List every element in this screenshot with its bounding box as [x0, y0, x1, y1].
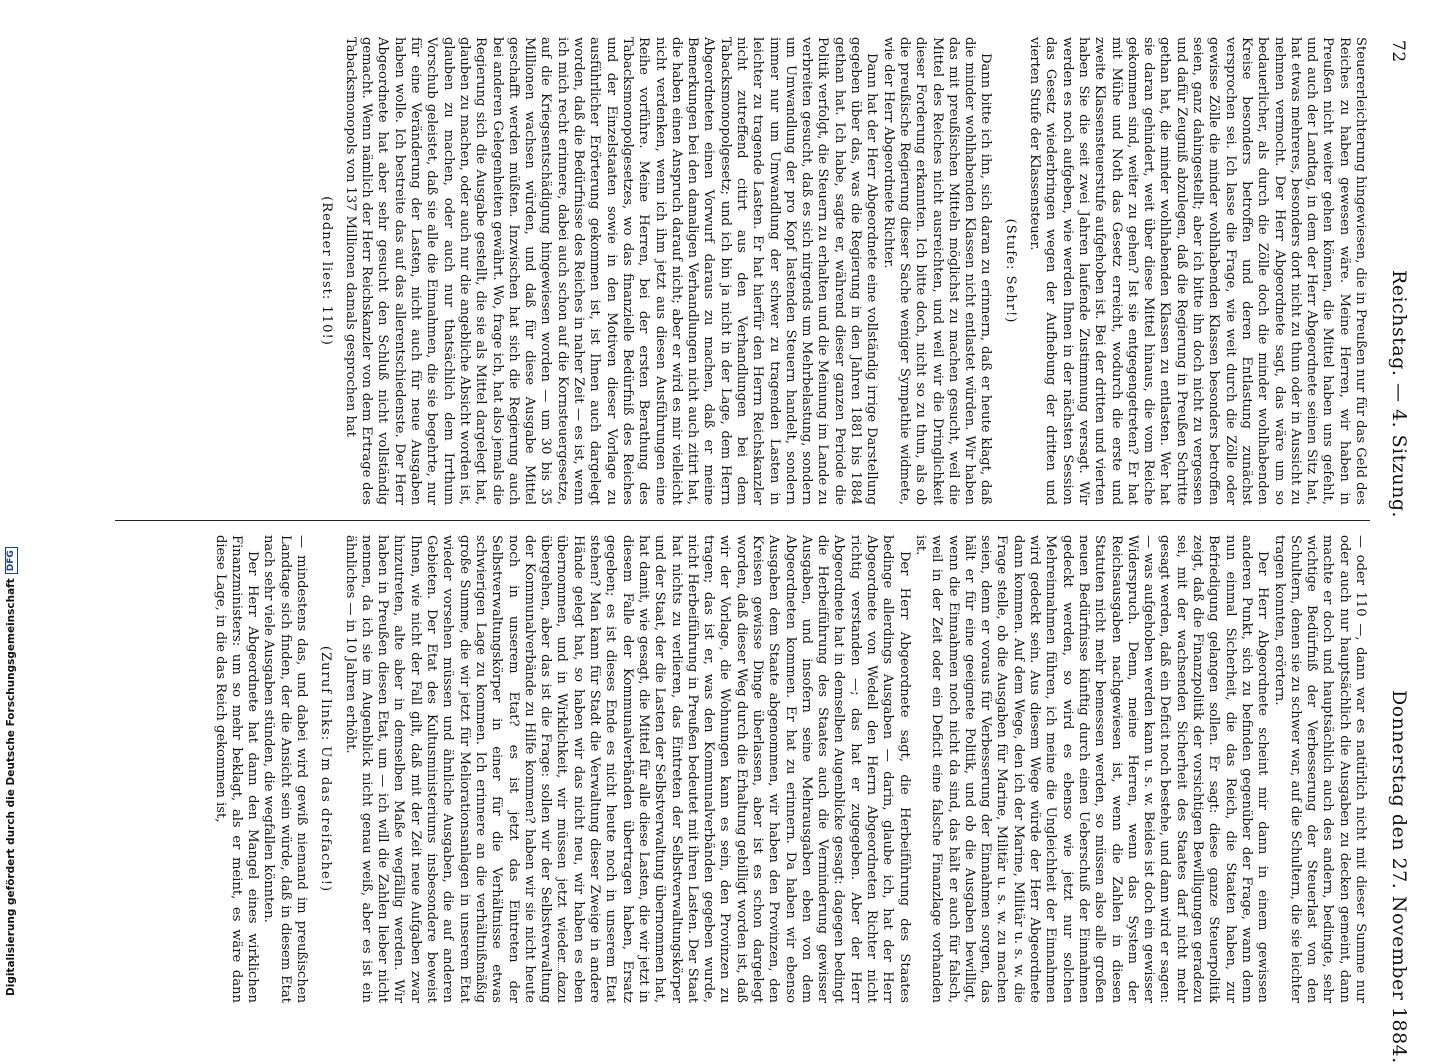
right-text-column	[118, 535, 1368, 1003]
paragraph: Der Herr Abgeordnete hat dann den Mangel eines wirklichen Finanzministers: um so mehr beklagt, als er meint, es wäre dann diese Lage, in die das Reich gekommen ist,	[212, 535, 261, 1003]
interjection: (Redner liest: 110!)	[318, 196, 334, 346]
running-head-title: Reichstag. — 4. Sitzung.	[1388, 270, 1410, 519]
scan-artifact	[558, 960, 569, 1000]
digitization-credit	[2, 550, 20, 996]
paragraph: Der Herr Abgeordnete sagt, die Herbeiführung des Staates bedinge allerdings Ausgaben — darin, glaube ich, hat der Herr Abgeordnete von Wedell den Herrn Abgeordneten Richter nicht richtig verstanden —; das hat er zugegeben. Aber der Herr Abgeordnete hat in demselben Augenblicke gesagt: dagegen bedingt die Herbeiführung des Staates auch die Verminderung gewisser Ausgaben, und insofern seine Mehrausgaben eben von dem Abgeordneten kommen. Er hat zu erinnern. Da haben wir ebenso Ausgaben dem Staate abgenommen, wir haben den Provinzen, den Kreisen gewisse Dinge überlassen, aber ist es schon dargelegt worden, daß dieser Weg durch die Erhaltung gebilligt worden ist, daß wir der Vorlage, die Wohnungen kann es sein, den Provinzen zu tragen; das ist er, was den Kommunalverbänden gegeben wurde, nicht Herbeiführung in Preußen bedeutet mit ihren Lasten. Der Staat hat nichts zu verlieren, das Eintreten der Selbstverwaltungskörper und der Staat, der die Lasten der Selbstverwaltung übernommen hat, hat damit, wie gesagt, die Mittel für alle diese Lasten, die wir jetzt in diesem Falle der Kommunalverbänden übertragen haben, Ersatz gegeben; es ist dieses Ende es nicht heute noch in unserem Etat stehen? Man kann für Stadt die Verwaltung dieser Zweige in andere Hände gelegt hat, so haben wir das nicht neu, wir haben es eben übernommen, und in Wirklichkeit, wir müssen jetzt wieder dazu übergehen, aber das ist die Frage: sollen wir der Selbstverwaltung der Kommunalverbände zu Hilfe kommen? haben wir sie nicht heute noch in unserem Etat? es ist jetzt das Eintreten der Selbstverwaltungskörper in einer für die Verhältnisse etwas schwierigen Lage zu kommen. Ich erinnere an die verhältnißmäßig große Summe, die wir jetzt für Meliorationsanlagen in unserem Etat wieder vorsehen müssen und ähnliche Ausgaben, die auf anderen Gebieten. Der Etat des Kultusministeriums insbesondere beweist Ihnen, wie nicht der Fall gilt, daß mit der Zeit neue Aufgaben zwar hinzutreten, alte aber in demselben Maße wegfällig werden. Wir haben in Preußen diesen Etat, um — ich will die Zahlen lieber nicht nennen, da ich sie im Augenblick nicht genau weiß, aber es ist ein ähnliches — in 10 Jahren erhöht.	[342, 535, 912, 1003]
running-head-date: Donnerstag den 27. November 1884.	[1388, 690, 1410, 1064]
page-number: 72	[1388, 40, 1408, 63]
paragraph: Dann hat der Herr Abgeordnete eine vollständig irrige Darstellung gegeben über das, was die Regierung in den Jahren 1881 bis 1884 gethan hat. Ich habe, sagte er, während dieser ganzen Periode die Politik verfolgt, die Steuern zu erhalten und die Meinung im Lande zu verbreiten gesucht, daß es sich nirgends um Mehrbelastung, sondern um Umwandlung der pro Kopf lastenden Steuern handelt, sondern immer nur um Umwandlung der schwer zu tragenden Lasten in leichter zu tragende Lasten. Er hat hierfür den Herrn Reichskanzler nicht zutreffend citirt aus den Verhandlungen bei dem Tabacksmonopolgesetz; und ich bin ja nicht in der Lage, dem Herrn Abgeordneten einen Vorwurf daraus zu machen, daß er meine Bemerkungen bei den damaligen Verhandlungen nicht auch zitirt hat, die haben einen Anspruch darauf nicht; aber er wird es mir vielleicht nicht verdenken, wenn ich ihm jetzt aus diesen Ausführungen eine Reihe vorführe. Meine Herren, bei der ersten Berathung des Tabacksmonopolgesetzes, wo das finanzielle Bedürfniß des Reiches und der Einzelstaaten sowie in den Motiven dieser Vorlage zu ausführlicher Erörterung gekommen ist, ist Ihnen auch dargelegt worden, daß die Bedürfnisse des Reiches in naher Zeit — es ist, wenn ich mich recht erinnere, dabei auch schon auf die Kornsteuergesetze, auf die Kriegsentschädigung hingewiesen worden — um 30 bis 35 Millionen wachsen würden, und daß für diese Ausgabe Mittel geschafft werden müßten. Inzwischen hat sich die Regierung auch bei anderen Gelegenheiten gewährt. Wo, frage ich, hat also jemals die Regierung sich die Ausgabe gestellt, die sie als Mittel dargelegt hat, glauben zu machen, oder auch nur die angebliche Absicht worden ist, glauben zu machen, oder auch nur thatsächlich dem Irrthum Vorschub geleistet, daß sie alle die Einnahmen, die sie begehrte, nur für eine Veränderung der Lasten, nicht auch für neue Ausgaben haben wolle. Ich bestreite das auf das allerentschiedenste. Der Herr Abgeordnete hat aber sehr gesucht den Schluß nicht vollständig gemacht. Wenn nämlich der Herr Reichskanzler von dem Ertrage des Tabacksmonopols von 137 Millionen damals gesprochen hat	[342, 37, 880, 505]
paragraph: Steuererleichterung hingewiesen, die in Preußen nur für das Geld des Reiches zu haben gewesen wäre. Meine Herren, wir haben in Preußen nicht weiter gehen können, die Mittel haben uns gefehlt, und auch der Landtag, in dem der Herr Abgeordnete seinen Sitz hat, hat etwas mehreres, besonders dort nicht zu thun oder in Aussicht zu nehmen vermocht. Der Herr Abgeordnete sagt, das wäre um so bedauerlicher, als durch die Zölle doch die minder wohlhabenden Kreise besonders betroffen und deren Entlastung zunächst versprochen sei. Ich lasse die Frage, wie weit durch die Zölle oder gewisse Zölle die minder wohlhabenden Klassen besonders betroffen seien, ganz dahingestellt; aber ich bitte ihn doch nicht zu vergessen und dafür Zeugniß abzulegen, daß die Regierung in Preußen Schritte gethan hat, die minder wohlhabenden Klassen zu entlasten. Wer hat sie daran gehindert, weit über diese Mittel hinaus, die vom Reiche gekommen sind, weiter zu gehen? Ist sie entgegengetreten? Er hat mit Mühe und Noth das Gesetz erreicht, wodurch die erste und zweite Klassensteuerstufe aufgehoben ist. Bei der dritten und vierten haben Sie die seit zwei Jahren laufende Zustimmung versagt. Wir werden es noch aufgeben, wie werden Ihnen in der nächsten Session das Gesetz wiederbringen wegen der Aufhebung der dritten und vierten Stufe der Klassensteuer.	[1027, 37, 1368, 505]
running-head	[1382, 40, 1414, 1064]
credit-text-rotated	[2, 550, 20, 996]
paragraph: Der Herr Abgeordnete scheint mir dann in einem gewissen anderen Punkt, sich zu befinden gegenüber der Frage, wann denn nun einmal Sicherheit, die das Reich, die Staaten haben, zur Befriedigung gelangen sollen. Er sagt: diese ganze Steuerpolitik zeigt, daß die Finanzpolitik der vorsichtigen Bewilligungen geradezu sei, mit der wachsenden Sicherheit des Staates darf nicht mehr gesagt werden, daß ein Deficit noch bestehe, und dann wird er sagen: — was aufgehoben werden kann u. s. w. Beides ist doch ein gewisser Widerspruch. Denn, meine Herren, wenn das System der Reichsausgaben nachgewiesen ist, wenn die Zahlen in diesen Statuten nicht mehr bemessen werden, so müssen also alle großen neuen Bedürfnisse künftig durch einen Ueberschuß der Einnahmen gedeckt werden, so wird es ebenso wie jetzt nur solchen Mehreinnahmen führen, ich meine die Ungleichheit der Einnahmen wird gedeckt sein. Aus diesem Wege würde der Herr Abgeordnete dann kommen. Auf dem Wege, den ich der Marine, Militär u. s. w. die Frage stelle, ob die Ausgaben für Marine, Militär u. s. w. zu machen seien, denn er voraus für Verbesserung der Einnahmen sorgen, das hält er für eine geeignete Politik, und ob die Ausgaben bewilligt, wenn die Einnahmen noch nicht da sind, das hält er auch für falsch, weil in der Zeit oder ein Deficit eine falsche Finanzlage vorhanden ist.	[912, 535, 1271, 1003]
interjection: (Stufe: Sehr!)	[1002, 218, 1018, 324]
interjection: (Zuruf links: Um das dreifache!)	[318, 645, 334, 893]
paragraph: Dann bitte ich ihn, sich daran zu erinnern, daß er heute klagt, daß die minder wohlhabenden Klassen nicht entlastet würden. Wir haben das mit preußischen Mitteln möglichst zu machen gesucht, weil die Mittel des Reiches nicht ausreichten, und weil wir die Dringlichkeit dieser Forderung erkannten. Ich bitte doch, nicht so zu thun, als ob die preußische Regierung dieser Sache weniger Sympathie widmete, wie der Herr Abgeordnete Richter.	[880, 37, 994, 505]
column-divider	[115, 520, 1370, 521]
left-text-column	[108, 37, 1368, 505]
paragraph: — oder 110 —, dann war es natürlich nicht mit dieser Summe nur oder auch nur hauptsächlich die Ausgaben zu decken gemeint, dann machte er doch und hauptsächlich auch des andern, bedingte, sehr wichtige Bedürfniß der Verbesserung der Steuerlast von den Schultern, denen sie zu schwer war, auf die Schultern, die sie leichter tragen konnten, erörtern.	[1271, 535, 1368, 1003]
paragraph: — mindestens das, und dabei wird gewiß niemand im preußischen Landtage sich finden, der die Ansicht sein würde, daß in diesem Etat nach sehr viele Ausgaben stünden, die wegfallen könnten.	[261, 535, 309, 1003]
dfg-logo: DFG	[5, 547, 18, 574]
credit-label: Digitalisierung gefördert durch die Deutsche Forschungsgemeinschaft	[5, 578, 17, 996]
